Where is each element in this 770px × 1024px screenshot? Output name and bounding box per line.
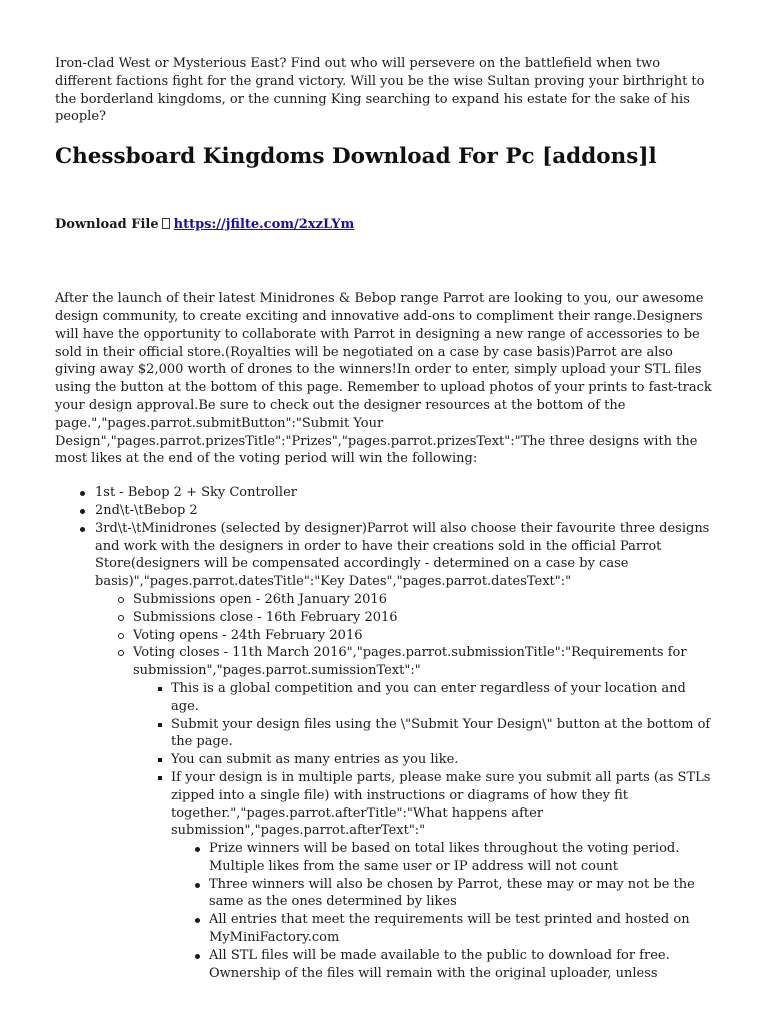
bullet-icon: [195, 883, 200, 888]
list-item: Prize winners will be based on total likes throughout the voting period. Multiple likes from the same user or IP address will not count: [171, 840, 717, 876]
list-item: 2nd\t-\tBebop 2: [55, 502, 717, 520]
list-item: All entries that meet the requirements will be test printed and hosted on MyMiniFactory.com: [171, 911, 717, 947]
document-page: [55, 55, 717, 982]
after-list: [171, 840, 717, 982]
square-bullet-icon: [158, 758, 162, 762]
square-bullet-icon: [158, 687, 162, 691]
list-item: Submissions close - 16th February 2016: [95, 609, 717, 627]
list-item: Voting opens - 24th February 2016: [95, 627, 717, 645]
download-link[interactable]: https://jfilte.com/2xzLYm: [173, 217, 355, 233]
bullet-icon: [80, 491, 85, 496]
circle-bullet-icon: [118, 615, 124, 621]
list-item: Voting closes - 11th March 2016","pages.parrot.submissionTitle":"Requirements for submission","pages.parrot.sumissionText":" This is a global competition and you can enter regardless of your location and age. Submit your design files using the \"Submit Your Design\" button at the bottom of the page. You can submit as many entries as you like. If your design is in multiple parts, please make sure you submit all parts (as STLs zipped into a single file) with instructions or diagrams of how they fit together.","pages.parrot.afterTitle":"What happens after submission","pages.parrot.afterText":" Prize winners will be based on total likes throughout the voting period. Multiple likes from the same user or IP address will not count Three winners will also be chosen by Parrot, these may or may not be the same as the ones determined by likes All entries that meet the requirements will be test printed and hosted on MyMiniFactory.com All STL files will be made available to the public to download for free. Ownership of the files will remain with the original uploader, unless: [95, 644, 717, 982]
bullet-icon: [195, 847, 200, 852]
requirements-list: [133, 680, 717, 983]
list-item: If your design is in multiple parts, please make sure you submit all parts (as STLs zipped into a single file) with instructions or diagrams of how they fit together.","pages.parrot.afterTitle":"What happens after submission","pages.parrot.afterText":" Prize winners will be based on total likes throughout the voting period. Multiple likes from the same user or IP address will not count Three winners will also be chosen by Parrot, these may or may not be the same as the ones determined by likes All entries that meet the requirements will be test printed and hosted on MyMiniFactory.com All STL files will be made available to the public to download for free. Ownership of the files will remain with the original uploader, unless: [133, 769, 717, 983]
list-item: 3rd\t-\tMinidrones (selected by designer)Parrot will also choose their favourite three designs and work with the designers in order to have their creations sold in the official Parrot Store(designers will be compensated accordingly - determined on a case by case basis)","pages.parrot.datesTitle":"Key Dates","pages.parrot.datesText":" Submissions open - 26th January 2016 Submissions close - 16th February 2016 Voting opens - 24th February 2016 Voting closes - 11th March 2016","pages.parrot.submissionTitle":"Requirements for submission","pages.parrot.sumissionText":" This is a global competition and you can enter regardless of your location and age. Submit your design files using the \"Submit Your Design\" button at the bottom of the page. You can submit as many entries as you like. If your design is in multiple parts, please make sure you submit all parts (as STLs zipped into a single file) with instructions or diagrams of how they fit together.","pages.parrot.afterTitle":"What happens after submission","pages.parrot.afterText":" Prize winners will be based on total likes throughout the voting period. Multiple likes from the same user or IP address will not count Three winners will also be chosen by Parrot, these may or may not be the same as the ones determined by likes All entries that meet the requirements will be test printed and hosted on MyMiniFactory.com All STL files will be made available to the public to download for free. Ownership of the files will remain with the original uploader, unless: [55, 520, 717, 983]
bullet-icon: [80, 509, 85, 514]
download-line: [55, 216, 717, 234]
list-item: Three winners will also be chosen by Parrot, these may or may not be the same as the ones determined by likes: [171, 876, 717, 912]
square-bullet-icon: [158, 723, 162, 727]
missing-glyph-icon: [162, 218, 170, 229]
list-item: Submissions open - 26th January 2016: [95, 591, 717, 609]
list-item: You can submit as many entries as you like.: [133, 751, 717, 769]
list-item: 1st - Bebop 2 + Sky Controller: [55, 484, 717, 502]
prizes-list: [55, 484, 717, 982]
circle-bullet-icon: [118, 633, 124, 639]
dates-list: [95, 591, 717, 983]
intro-paragraph: Iron-clad West or Mysterious East? Find out who will persevere on the battlefield when two different factions fight for the grand victory. Will you be the wise Sultan proving your birthright to the borderland kingdoms, or the cunning King searching to expand his estate for the sake of his people?: [55, 56, 705, 125]
square-bullet-icon: [158, 776, 162, 780]
list-item: This is a global competition and you can enter regardless of your location and age.: [133, 680, 717, 716]
body-paragraph: After the launch of their latest Minidrones & Bebop range Parrot are looking to you, our awesome design community, to create exciting and innovative add-ons to compliment their range.Designers will have the opportunity to collaborate with Parrot in designing a new range of accessories to be sold in their official store.(Royalties will be negotiated on a case by case basis)Parrot are also giving away $2,000 worth of drones to the winners!In order to enter, simply upload your STL files using the button at the bottom of this page. Remember to upload photos of your prints to fast-track your design approval.Be sure to check out the designer resources at the bottom of the page.","pages.parrot.submitButton":"Submit Your Design","pages.parrot.prizesTitle":"Prizes","pages.parrot.prizesText":"The three designs with the most likes at the end of the voting period will win the following:: [55, 291, 712, 467]
circle-bullet-icon: [118, 650, 124, 656]
list-item: Submit your design files using the \"Submit Your Design\" button at the bottom of the page.: [133, 716, 717, 752]
circle-bullet-icon: [118, 597, 124, 603]
bullet-icon: [195, 954, 200, 959]
list-item: All STL files will be made available to the public to download for free. Ownership of the files will remain with the original uploader, unless: [171, 947, 717, 983]
bullet-icon: [80, 527, 85, 532]
bullet-icon: [195, 918, 200, 923]
page-title: Chessboard Kingdoms Download For Pc [addons]l: [55, 144, 657, 170]
download-label: Download File: [55, 217, 159, 233]
